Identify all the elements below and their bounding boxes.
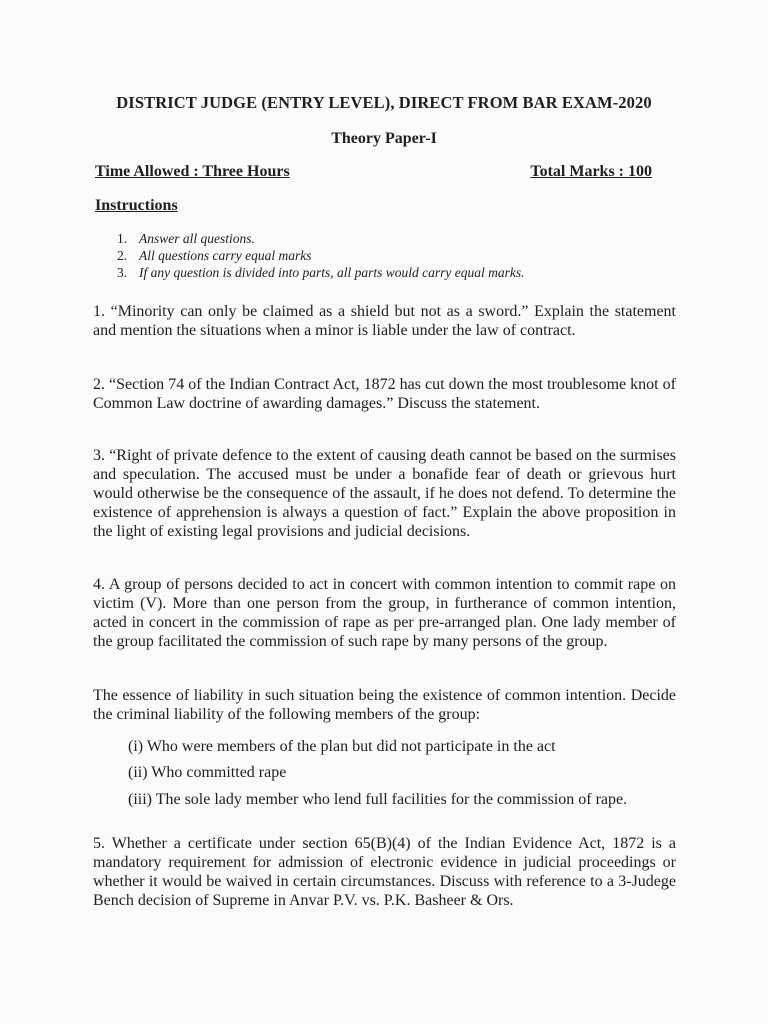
instruction-number: 2. — [117, 248, 128, 263]
instruction-text: If any question is divided into parts, all parts would carry equal marks. — [139, 265, 525, 280]
question-4: 4. A group of persons decided to act in concert with common intention to commit rape on victim (V). More than one person from the group, in furtherance of common intention, acted in concert in the commission of rape as per pre-arranged plan. One lady member of the group facilitated the commission of such rape by many persons of the group. — [93, 576, 676, 650]
question-4-sub-iii: (iii) The sole lady member who lend full facilities for the commission of rape. — [128, 791, 628, 808]
question-1: 1. “Minority can only be claimed as a shield but not as a sword.” Explain the statement and mention the situations when a minor is liable under the law of contract. — [93, 303, 676, 339]
question-2: 2. “Section 74 of the Indian Contract Act, 1872 has cut down the most troublesome knot of Common Law doctrine of awarding damages.” Discuss the statement. — [93, 376, 676, 412]
question-4-paragraph: The essence of liability in such situation being the existence of common intention. Decide the criminal liability of the following members of the group: — [93, 687, 676, 723]
time-allowed: Time Allowed : Three Hours — [95, 163, 290, 180]
instructions-heading: Instructions — [95, 197, 178, 214]
instruction-item — [117, 264, 524, 281]
question-3: 3. “Right of private defence to the extent of causing death cannot be based on the surmises and speculation. The accused must be under a bonafide fear of death or grievous hurt would otherwise be the consequence of the assault, if he does not defend. To determine the existence of apprehension is always a question of fact.” Explain the above proposition in the light of existing legal provisions and judicial decisions. — [93, 447, 676, 540]
total-marks: Total Marks : 100 — [530, 163, 652, 180]
instruction-item — [117, 230, 524, 247]
exam-title: DISTRICT JUDGE (ENTRY LEVEL), DIRECT FROM BAR EXAM-2020 — [116, 93, 652, 112]
instructions-list — [117, 230, 524, 281]
paper-title: Theory Paper-I — [331, 130, 437, 147]
instruction-number: 3. — [117, 265, 128, 280]
question-5: 5. Whether a certificate under section 65(B)(4) of the Indian Evidence Act, 1872 is a mandatory requirement for admission of electronic evidence in judicial proceedings or whether it would be waived in certain circumstances. Discuss with reference to a 3-Judege Bench decision of Supreme in Anvar P.V. vs. P.K. Basheer & Ors. — [93, 835, 676, 909]
question-4-sub-ii: (ii) Who committed rape — [128, 764, 287, 781]
question-4-sub-i: (i) Who were members of the plan but did not participate in the act — [128, 738, 556, 755]
exam-meta — [95, 163, 652, 181]
instruction-text: Answer all questions. — [139, 231, 255, 246]
instruction-text: All questions carry equal marks — [139, 248, 312, 263]
instruction-item — [117, 247, 524, 264]
instruction-number: 1. — [117, 231, 128, 246]
